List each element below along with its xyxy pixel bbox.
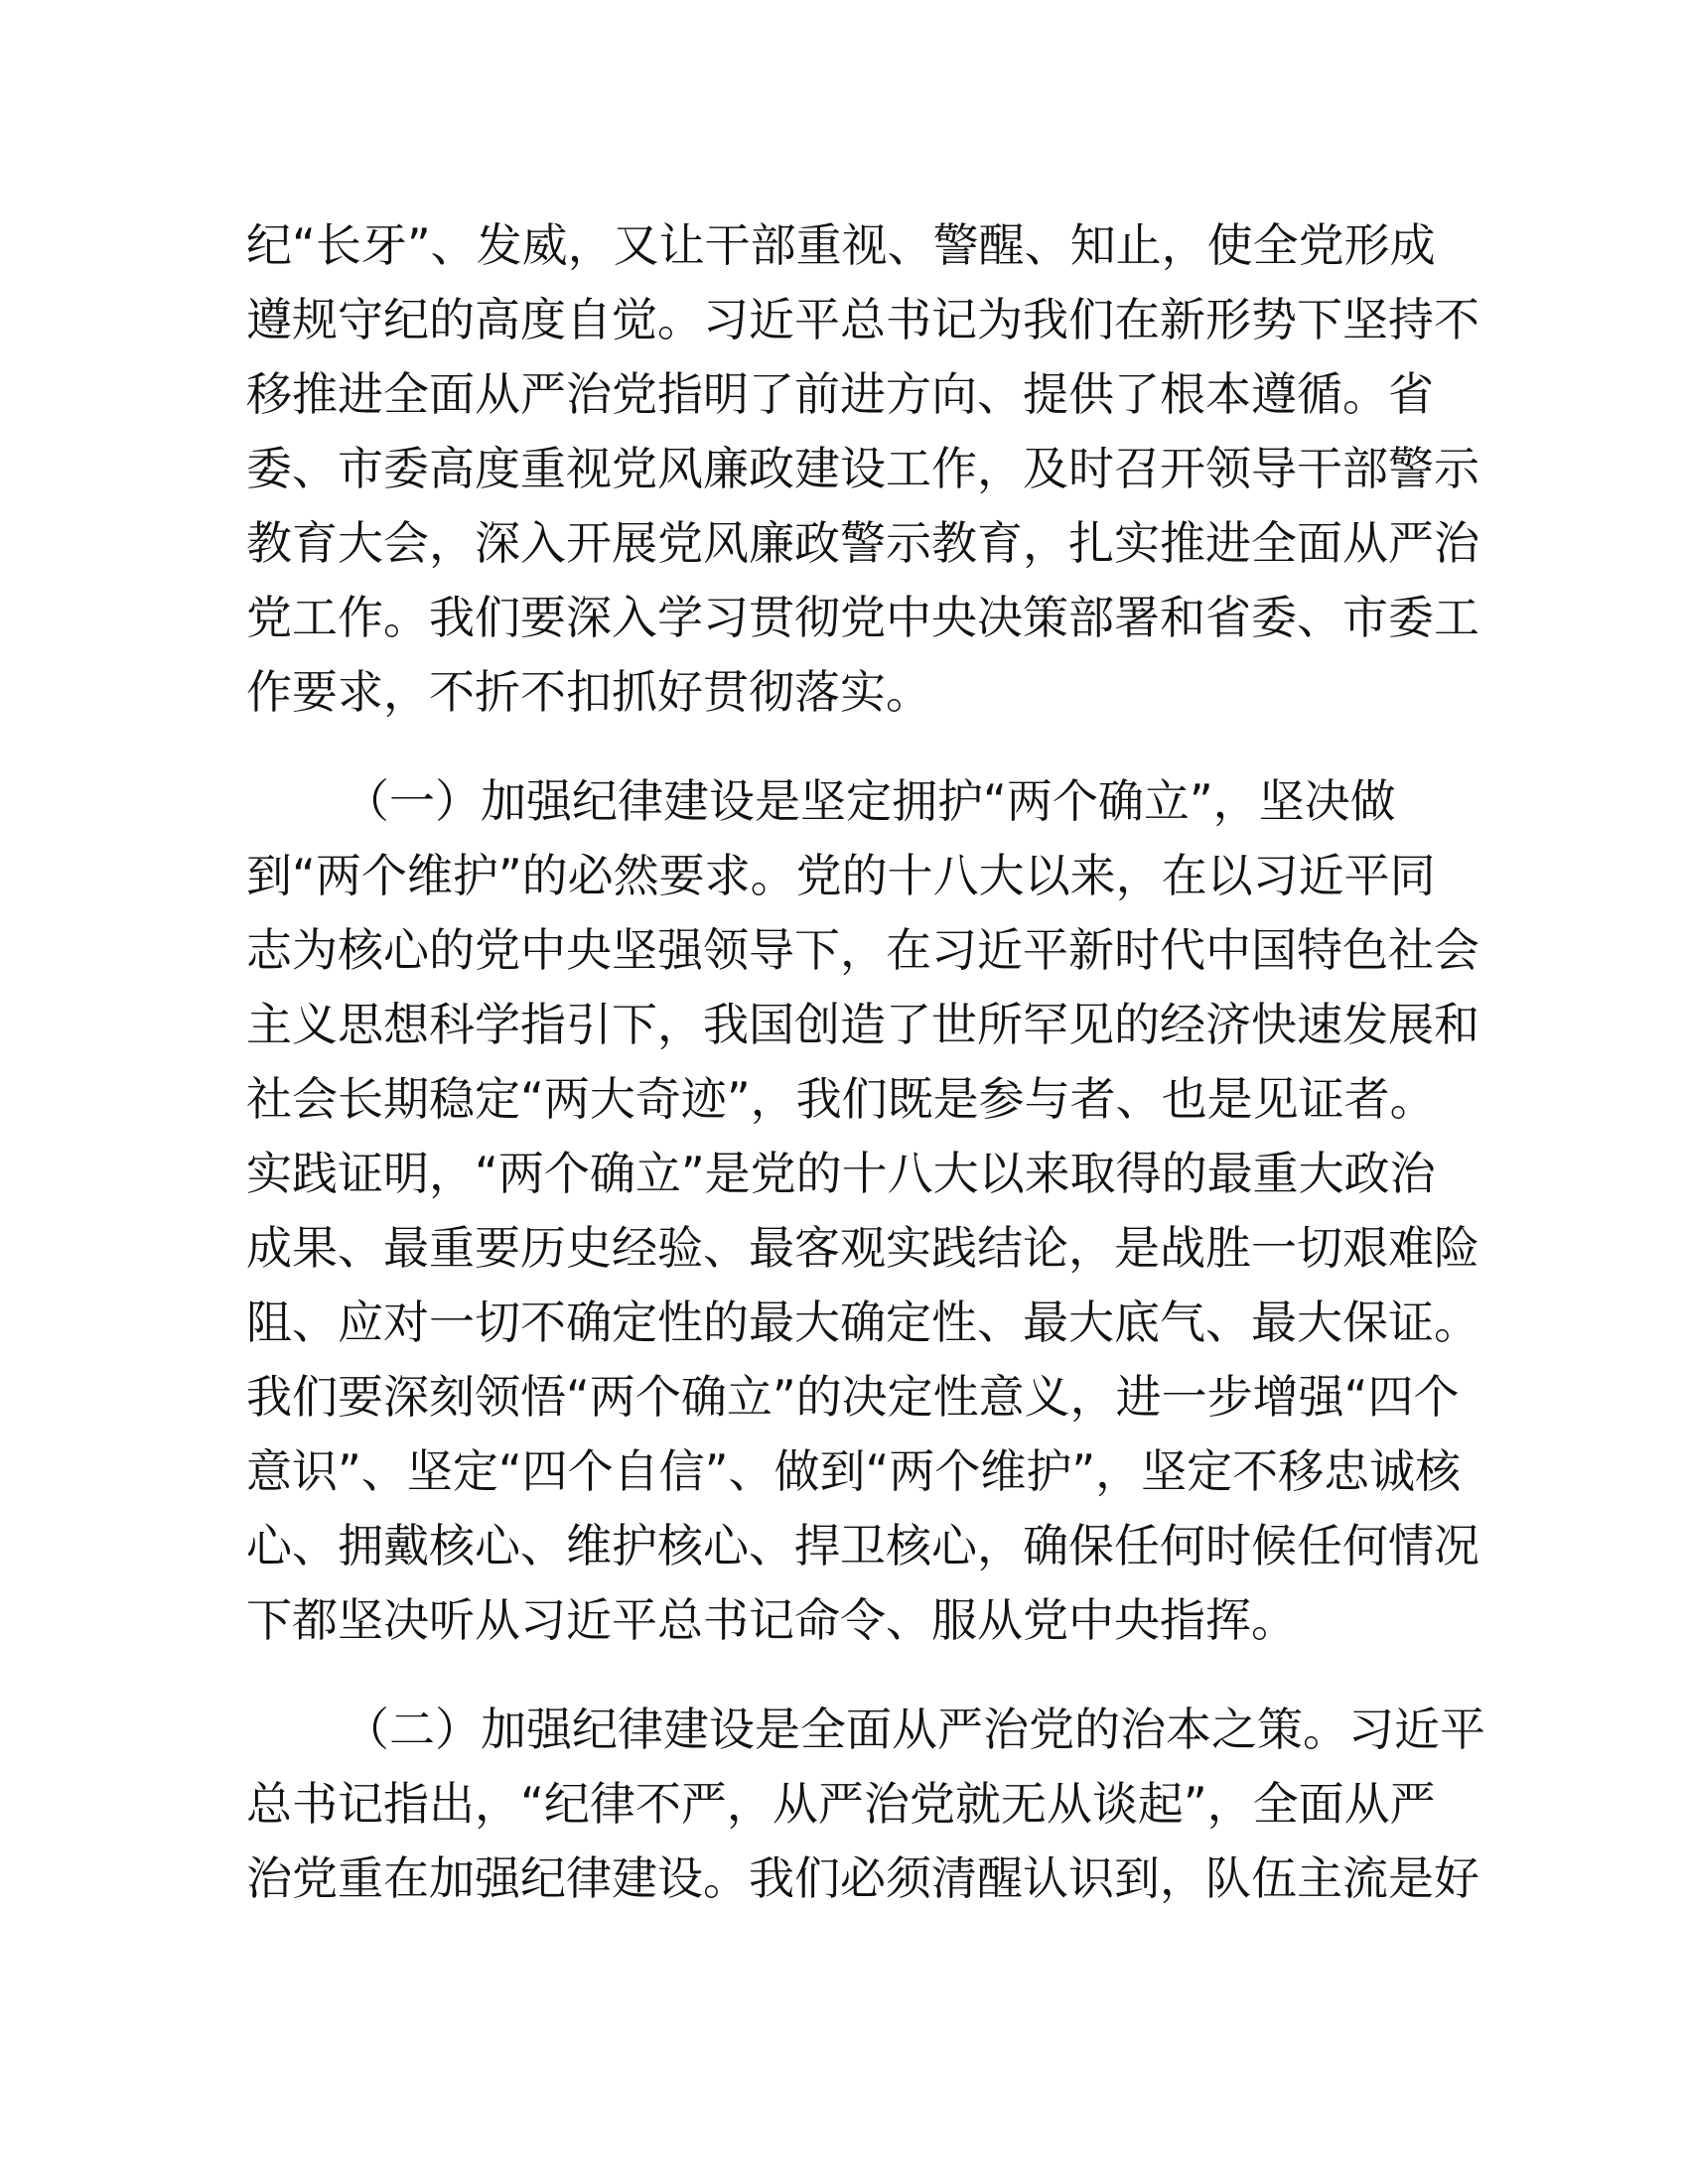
paragraph-line: 阻、应对一切不确定性的最大确定性、最大底气、最大保证。: [246, 1296, 1479, 1349]
paragraph-line: 意识”、坚定“四个自信”、做到“两个维护”，坚定不移忠诚核: [246, 1444, 1462, 1498]
paragraph-3: [246, 1693, 1485, 1916]
paragraph-line: 成果、最重要历史经验、最客观实践结论，是战胜一切艰难险: [246, 1221, 1479, 1275]
paragraph-line: 心、拥戴核心、维护核心、捍卫核心，确保任何时候任何情况: [246, 1519, 1479, 1572]
paragraph-heading-line: （二）加强纪律建设是全面从严治党的治本之策。习近平: [344, 1703, 1485, 1756]
paragraph-heading-line: （一）加强纪律建设是坚定拥护“两个确立”，坚决做: [344, 774, 1396, 828]
paragraph-line: 作要求，不折不扣抓好贯彻落实。: [246, 665, 931, 719]
paragraph-line: 教育大会，深入开展党风廉政警示教育，扎实推进全面从严治: [246, 516, 1479, 570]
paragraph-line: 我们要深刻领悟“两个确立”的决定性意义，进一步增强“四个: [246, 1370, 1460, 1424]
paragraph-line: 纪“长牙”、发威，又让干部重视、警醒、知止，使全党形成: [246, 218, 1436, 272]
paragraph-line: 移推进全面从严治党指明了前进方向、提供了根本遵循。省: [246, 367, 1434, 421]
paragraph-line: 委、市委高度重视党风廉政建设工作，及时召开领导干部警示: [246, 442, 1479, 495]
paragraph-2: [246, 764, 1479, 1658]
paragraph-line: 实践证明，“两个确立”是党的十八大以来取得的最重大政治: [246, 1147, 1436, 1200]
paragraph-line: 到“两个维护”的必然要求。党的十八大以来，在以习近平同: [246, 849, 1436, 902]
paragraph-line: 主义思想科学指引下，我国创造了世所罕见的经济快速发展和: [246, 998, 1479, 1051]
paragraph-line: 党工作。我们要深入学习贯彻党中央决策部署和省委、市委工: [246, 591, 1479, 644]
paragraph-line: 总书记指出，“纪律不严，从严治党就无从谈起”，全面从严: [246, 1777, 1436, 1831]
paragraph-line: 治党重在加强纪律建设。我们必须清醒认识到，队伍主流是好: [246, 1851, 1479, 1905]
paragraph-1: [246, 208, 1479, 730]
paragraph-line: 下都坚决听从习近平总书记命令、服从党中央指挥。: [246, 1593, 1297, 1647]
paragraph-line: 遵规守纪的高度自觉。习近平总书记为我们在新形势下坚持不: [246, 293, 1479, 346]
paragraph-line: 志为核心的党中央坚强领导下，在习近平新时代中国特色社会: [246, 923, 1479, 977]
paragraph-line: 社会长期稳定“两大奇迹”，我们既是参与者、也是见证者。: [246, 1072, 1436, 1126]
